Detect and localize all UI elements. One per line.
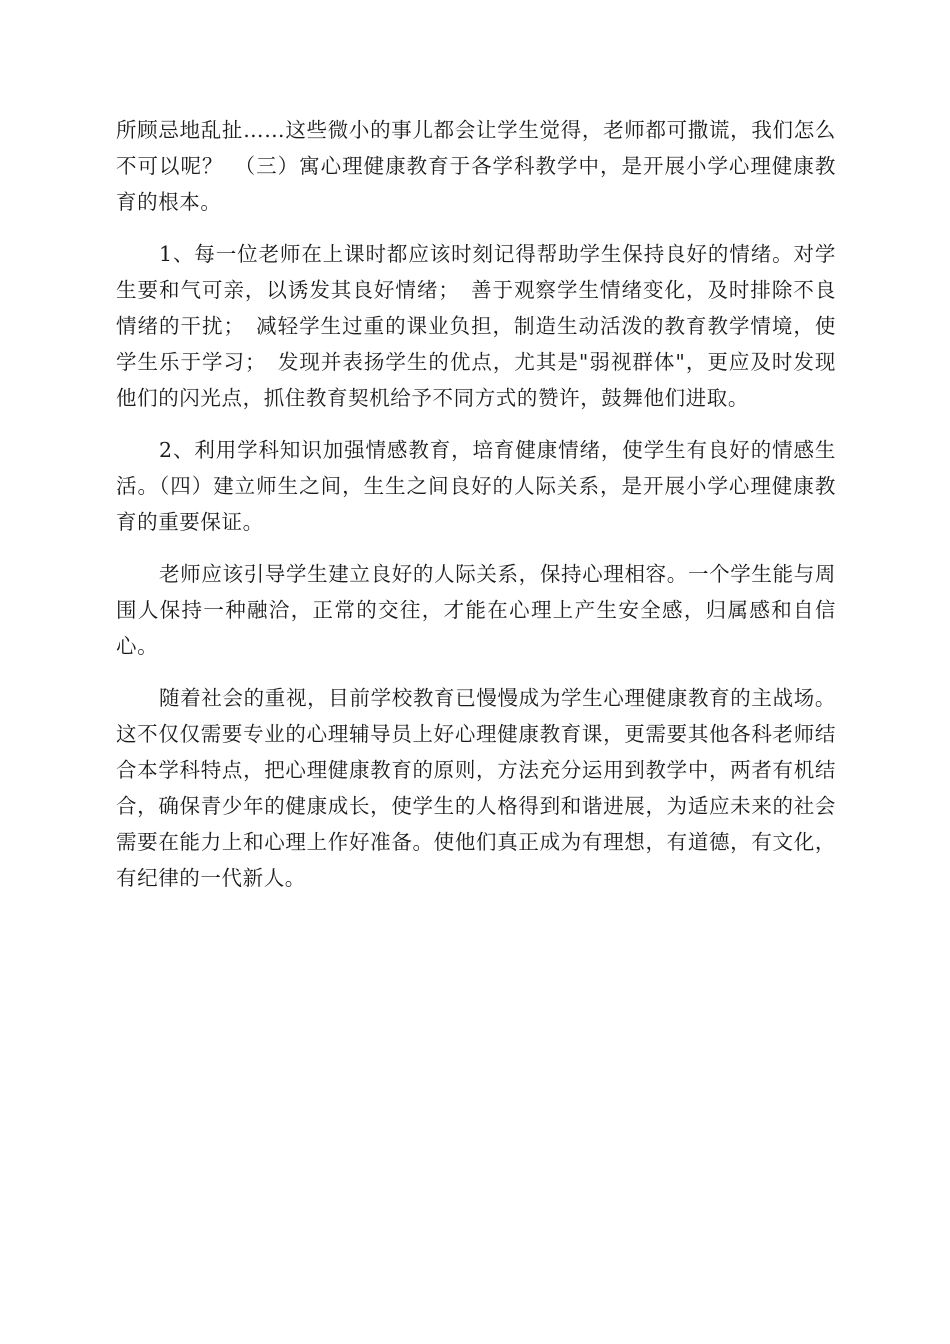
paragraph-emotion-guidance: 1、每一位老师在上课时都应该时刻记得帮助学生保持良好的情绪。对学生要和气可亲，以诱发其良好情绪； 善于观察学生情绪变化，及时排除不良情绪的干扰； 减轻学生过重的课业负担，制造生动活泼的教育教学情境，使学生乐于学习； 发现并表扬学生的优点，尤其是"弱视群体"，更应及时发现他们的闪光点，抓住教育契机给予不同方式的赞许，鼓舞他们进取。 — [116, 242, 836, 410]
paragraph-continuation: 所顾忌地乱扯……这些微小的事儿都会让学生觉得，老师都可撒谎，我们怎么不可以呢？ （三）寓心理健康教育于各学科教学中，是开展小学心理健康教育的根本。 — [116, 118, 836, 214]
paragraph-emotional-education: 2、利用学科知识加强情感教育，培育健康情绪，使学生有良好的情感生活。（四）建立师生之间，生生之间良好的人际关系，是开展小学心理健康教育的重要保证。 — [116, 438, 836, 534]
paragraph-interpersonal-relations: 老师应该引导学生建立良好的人际关系，保持心理相容。一个学生能与周围人保持一种融洽，正常的交往，才能在心理上产生安全感，归属感和自信心。 — [116, 562, 836, 658]
document-body — [116, 112, 836, 912]
paragraph-conclusion: 随着社会的重视，目前学校教育已慢慢成为学生心理健康教育的主战场。这不仅仅需要专业的心理辅导员上好心理健康教育课，更需要其他各科老师结合本学科特点，把心理健康教育的原则，方法充分运用到教学中，两者有机结合，确保青少年的健康成长，使学生的人格得到和谐进展，为适应未来的社会需要在能力上和心理上作好准备。使他们真正成为有理想，有道德，有文化，有纪律的一代新人。 — [116, 686, 836, 890]
